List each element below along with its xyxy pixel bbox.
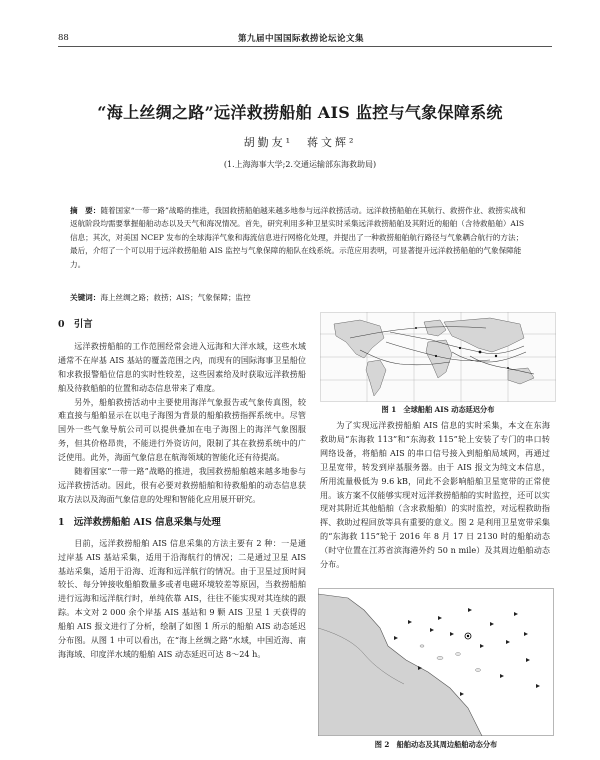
paragraph: 远洋救捞船舶的工作范围经常会进入远海和大洋水域，这些水域通常不在岸基 AIS 基站的覆盖范围之内，而现有的国际海事卫星船位和求救报警船位信息的实时性较差，这些因素给及时获取远洋救捞船舶及待救船舶的位置和动态信息带来了难度。 [58,340,306,393]
journal-name: 第九届中国国际救捞论坛论文集 [238,34,365,44]
affiliation: (1.上海海事大学;2.交通运输部东海救助局) [223,160,377,169]
paragraph: 目前，远洋救捞船舶 AIS 信息采集的方法主要有 2 种：一是通过岸基 AIS 基站采集，适用于沿海航行的情况；二是通过卫星 AIS 基站采集，适用于沿海、近海和远洋航行的情况。由于卫星过顶时间较长、每分钟接收船舶数量多或者电磁环境较差等原因，当救捞船舶进行远海和远洋航行时，单纯依靠 AIS，往往不能实现对其连续的跟踪。本文对 2 000 余个岸基 AIS 基站和 9 颗 AIS 卫星 1 天获得的船舶 AIS 报文进行了分析，绘制了如图 1 所示的船舶 AIS 动态延迟分布图。从图 1 中可以看出，在“海上丝绸之路”水域，中国近海、南海海域、印度洋水域的船舶 AIS 动态延迟可达 8～24 h。 [58,537,306,659]
figure-1-world-map [320,312,556,402]
authors: 胡勤友¹ 蒋文辉² [243,136,357,149]
abstract-text: 随着国家“一带一路”战略的推进，我国救捞船舶越来越多地参与远洋救捞活动。远洋救捞船舶在其航行、救捞作业、救捞实战和返航阶段均需要掌握船舶动态以及天气和海况情况。首先，研究利用多种卫星实时采集远洋救捞船舶及其附近的船舶（含待救船舶）AIS 信息；其次，对美国 NCEP 发布的全球海洋气象和海流信息进行网格化处理，并提出了一种救捞船舶航行路径与气象耦合航行的方法；最后，介绍了一个可以用于远洋救捞船舶 AIS 监控与气象保障的船队在线系统。示范应用表明，可显著提升远洋救捞船舶的气象保障能力。 [70,206,526,269]
figure-2-caption: 图 2 船舶动态及其周边船舶动态分布 [374,740,498,749]
abstract-label: 摘 要： [70,206,101,215]
paper-title: “海上丝绸之路”远洋救捞船舶 AIS 监控与气象保障系统 [97,103,503,122]
keywords-label: 关键词： [70,293,101,302]
left-column [58,318,306,662]
section-0-heading: 0 引言 [58,319,93,330]
paragraph: 另外，船舶救捞活动中主要使用海洋气象报告或气象传真图，较难直接与船舶显示在以电子海图为背景的船舶救捞指挥系统中。尽管国外一些气象导航公司可以提供叠加在电子海图上的海洋气象图服务，但其价格昂贵，不能进行外资访问，限制了其在救捞系统中的广泛使用。此外，海面气象信息在航海领域的智能化还有待提高。 [58,396,306,463]
paragraph: 为了实现远洋救捞船舶 AIS 信息的实时采集，本文在东海救助局“东海救 113”和“东海救 115”轮上安装了专门的串口转网络设备，将船舶 AIS 的串口信号接入到船舶局域网，再通过卫星宽带，转发到岸基服务器。由于 AIS 报文为纯文本信息，所用流量极低为 9.6 kB，同此不会影响船舶卫星宽带的正常使用。该方案不仅能够实现对远洋救捞船舶的实时监控，还可以实现对其附近其他船舶（含求救船舶）的实时监控，对远程救助指挥、救助过程回放等具有重要的意义。图 2 是利用卫星宽带采集的“东海救 115”轮于 2016 年 8 月 17 日 2130 时的船舶动态（时守位置在江苏省滨海港外约 50 n mile）及其周边船舶动态分布。 [320,420,550,570]
keywords [70,292,530,303]
section-1-heading: 1 远洋救捞船舶 AIS 信息采集与处理 [58,516,221,528]
right-column [320,419,550,572]
figure-2-ship-dynamics [318,588,554,736]
abstract [70,204,530,271]
figure-1-caption: 图 1 全球船舶 AIS 动态延迟分布 [381,405,495,414]
running-header [58,32,552,47]
ship-dynamics-image [318,588,554,736]
page-number: 88 [58,33,69,43]
world-map-image [320,312,556,402]
paragraph: 随着国家“一带一路”战略的推进，我国救捞船舶越来越多地参与远洋救捞活动。因此，很有必要对救捞船舶和待救船舶的动态信息获取方法以及海面气象信息的处理和智能化应用展开研究。 [58,466,306,504]
keywords-text: 海上丝绸之路；救捞；AIS；气象保障；监控 [100,293,251,302]
